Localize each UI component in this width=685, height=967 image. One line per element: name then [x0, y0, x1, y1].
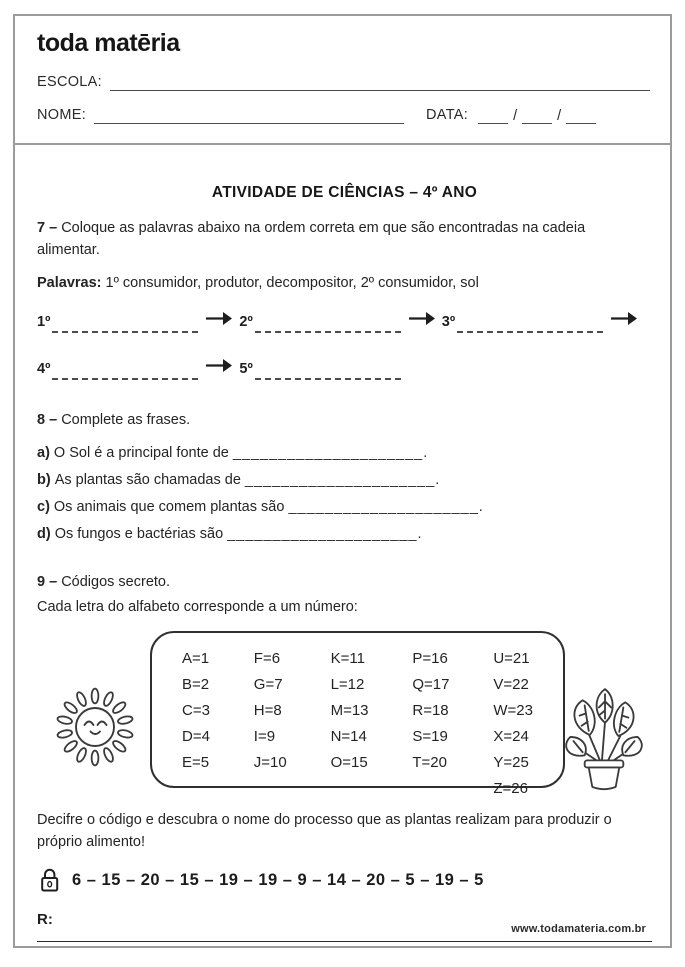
letter-code-table: [150, 631, 565, 797]
fill-sentence-c: [37, 494, 652, 521]
code-pair: C=3: [182, 702, 210, 719]
code-pair: X=24: [493, 728, 529, 745]
code-pair: Z=26: [493, 780, 528, 797]
item-label: b): [37, 472, 51, 488]
worksheet-content: [37, 184, 652, 942]
code-pair: O=15: [330, 754, 368, 771]
code-pair: B=2: [182, 676, 210, 693]
question-7-number: 7 –: [37, 220, 58, 236]
chain-blank-2: [255, 331, 401, 333]
answer-label: R:: [37, 911, 53, 928]
code-pair: G=7: [253, 676, 283, 693]
code-pair: T=20: [412, 754, 447, 771]
school-blank-line: [110, 76, 650, 91]
question-9: [37, 571, 652, 593]
item-blank: _____________________.: [288, 499, 484, 515]
question-8: [37, 409, 652, 431]
code-pair: V=22: [493, 676, 529, 693]
code-pair: S=19: [412, 728, 448, 745]
code-column-4: [412, 646, 449, 786]
code-pair: K=11: [330, 650, 365, 667]
arrow-icon: [611, 312, 638, 325]
arrow-icon: [409, 312, 436, 325]
question-9-text: Códigos secreto.: [61, 574, 171, 590]
fill-sentence-d: [37, 521, 652, 548]
question-7: [37, 217, 652, 261]
chain-blank-4: [52, 378, 198, 380]
code-column-3: [331, 646, 369, 786]
item-label: d): [37, 526, 51, 542]
date-day-line: [478, 109, 508, 124]
date-year-line: [566, 109, 596, 124]
name-blank-line: [94, 109, 404, 124]
code-pair: Q=17: [412, 676, 450, 693]
date-group: [426, 107, 596, 124]
page-title: ATIVIDADE DE CIÊNCIAS – 4º ANO: [211, 184, 478, 201]
name-row: [37, 107, 650, 124]
chain-row-2: [37, 354, 652, 384]
brand-logo: toda matēria: [37, 29, 180, 57]
footer-url: www.todamateria.com.br: [511, 923, 646, 935]
secret-code-row: [37, 866, 652, 894]
code-pair: W=23: [493, 702, 533, 719]
fill-sentence-b: [37, 467, 652, 494]
item-text: Os fungos e bactérias são: [54, 526, 224, 542]
code-pair: M=13: [330, 702, 369, 719]
item-blank: _____________________.: [244, 472, 441, 488]
sun-doodle: [45, 673, 145, 778]
school-row: [37, 74, 650, 91]
chain-label-2: 2º: [239, 314, 253, 330]
code-column-2: [254, 646, 287, 786]
question-9-subtitle: Cada letra do alfabeto corresponde a um número:: [37, 599, 358, 615]
code-area: [37, 627, 652, 797]
chain-label-4: 4º: [37, 361, 51, 377]
code-pair: J=10: [253, 754, 287, 771]
date-slash: /: [557, 108, 562, 124]
code-pair: P=16: [412, 650, 448, 667]
item-blank: _____________________.: [227, 526, 423, 542]
decipher-instruction: Decifre o código e descubra o nome do processo que as plantas realizam para produzir o próprio alimento!: [37, 812, 612, 850]
lock-icon: [39, 866, 60, 894]
chain-blank-1: [52, 331, 198, 333]
code-pair: Y=25: [493, 754, 529, 771]
question-8-text: Complete as frases.: [61, 412, 191, 428]
school-label: ESCOLA:: [37, 74, 102, 90]
item-label: c): [37, 499, 50, 515]
question-9-number: 9 –: [37, 574, 58, 590]
chain-blank-3: [457, 331, 603, 333]
chain-label-1: 1º: [37, 314, 51, 330]
header-divider: [15, 143, 670, 145]
words-line: [37, 272, 652, 294]
item-text: Os animais que comem plantas são: [53, 499, 285, 515]
chain-blank-5: [255, 378, 401, 380]
date-slash: /: [513, 108, 518, 124]
code-pair: L=12: [330, 676, 365, 693]
code-pair: F=6: [253, 650, 281, 667]
date-month-line: [522, 109, 552, 124]
arrow-icon: [206, 312, 233, 325]
fill-sentence-a: [37, 440, 652, 467]
code-pair: H=8: [253, 702, 282, 719]
code-pair: R=18: [412, 702, 449, 719]
chain-label-3: 3º: [441, 314, 456, 330]
question-7-text: Coloque as palavras abaixo na ordem correta em que são encontradas na cadeia alimentar.: [37, 220, 586, 258]
plant-doodle: [552, 683, 656, 800]
item-text: O Sol é a principal fonte de: [53, 445, 229, 461]
worksheet-page: [13, 14, 672, 948]
secret-code: 6 – 15 – 20 – 15 – 19 – 19 – 9 – 14 – 20 – 5 – 19 – 5: [72, 870, 484, 889]
code-pair: E=5: [182, 754, 210, 771]
code-pair: A=1: [182, 650, 210, 667]
question-8-number: 8 –: [37, 412, 58, 428]
code-pair: D=4: [182, 728, 210, 745]
name-label: NOME:: [37, 107, 87, 123]
arrow-icon: [206, 359, 233, 372]
code-column-5: [493, 646, 533, 797]
code-pair: U=21: [493, 650, 530, 667]
item-blank: _____________________.: [232, 445, 429, 461]
code-column-1: [182, 646, 210, 786]
chain-label-5: 5º: [239, 361, 253, 377]
item-text: As plantas são chamadas de: [54, 472, 241, 488]
code-pair: N=14: [330, 728, 367, 745]
date-label: DATA:: [426, 107, 469, 123]
code-pair: I=9: [253, 728, 276, 745]
chain-row-1: [37, 307, 652, 337]
words-list: 1º consumidor, produtor, decompositor, 2º consumidor, sol: [105, 275, 479, 291]
words-label: Palavras:: [37, 275, 102, 291]
item-label: a): [37, 445, 50, 461]
